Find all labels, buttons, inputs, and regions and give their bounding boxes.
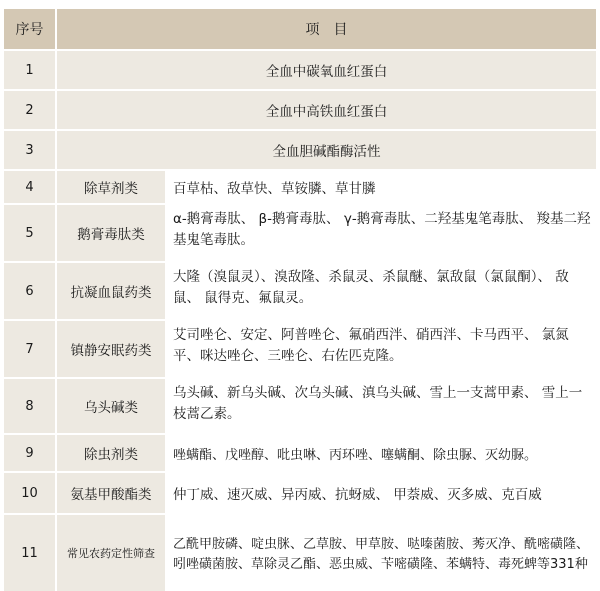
row-category: 镇静安眠药类 xyxy=(57,321,165,377)
row-category: 氨基甲酸酯类 xyxy=(57,473,165,513)
table-row xyxy=(4,473,596,513)
row-category: 乌头碱类 xyxy=(57,379,165,433)
row-category: 除虫剂类 xyxy=(57,435,165,471)
header-item: 项 目 xyxy=(57,9,596,49)
row-no: 9 xyxy=(4,435,55,471)
header-no: 序号 xyxy=(4,9,55,49)
row-no: 10 xyxy=(4,473,55,513)
row-category: 除草剂类 xyxy=(57,171,165,203)
table-row xyxy=(4,131,596,169)
row-no: 8 xyxy=(4,379,55,433)
table-row xyxy=(4,91,596,129)
row-no: 5 xyxy=(4,205,55,261)
row-item: 全血中碳氧血红蛋白 xyxy=(57,51,596,89)
table-row xyxy=(4,379,596,433)
table-header xyxy=(4,9,596,49)
row-no: 7 xyxy=(4,321,55,377)
row-category: 常见农药定性筛查 xyxy=(57,515,165,591)
table-row xyxy=(4,435,596,471)
row-detail: 大隆（溴鼠灵）、溴敌隆、杀鼠灵、杀鼠醚、氯敌鼠（氯鼠酮）、 敌鼠、 鼠得克、氟鼠灵。 xyxy=(167,263,596,319)
row-no: 6 xyxy=(4,263,55,319)
row-detail: 唑螨酯、戊唑醇、吡虫啉、丙环唑、噻螨酮、除虫脲、灭幼脲。 xyxy=(167,435,596,471)
row-detail: 乙酰甲胺磷、啶虫脒、乙草胺、甲草胺、哒嗪菌胺、莠灭净、酰嘧磺隆、吲唑磺菌胺、草除灵乙酯、恶虫威、苄嘧磺隆、苯螨特、毒死蜱等331种 xyxy=(167,515,596,591)
row-no: 4 xyxy=(4,171,55,203)
table-row xyxy=(4,321,596,377)
row-item: 全血胆碱酯酶活性 xyxy=(57,131,596,169)
row-no: 3 xyxy=(4,131,55,169)
table-row xyxy=(4,515,596,591)
table-row xyxy=(4,263,596,319)
row-detail: α-鹅膏毒肽、 β-鹅膏毒肽、 γ-鹅膏毒肽、二羟基鬼笔毒肽、 羧基二羟基鬼笔毒肽。 xyxy=(167,205,596,261)
row-detail: 仲丁威、速灭威、异丙威、抗蚜威、 甲萘威、灭多威、克百威 xyxy=(167,473,596,513)
row-detail: 乌头碱、新乌头碱、次乌头碱、滇乌头碱、雪上一支蒿甲素、 雪上一枝蒿乙素。 xyxy=(167,379,596,433)
row-no: 1 xyxy=(4,51,55,89)
row-item: 全血中高铁血红蛋白 xyxy=(57,91,596,129)
row-detail: 百草枯、敌草快、草铵膦、草甘膦 xyxy=(167,171,596,203)
table-row xyxy=(4,171,596,203)
row-category: 抗凝血鼠药类 xyxy=(57,263,165,319)
row-detail: 艾司唑仑、安定、阿普唑仑、氟硝西泮、硝西泮、卡马西平、 氯氮平、咪达唑仑、三唑仑、右佐匹克隆。 xyxy=(167,321,596,377)
table-row xyxy=(4,51,596,89)
table-row xyxy=(4,205,596,261)
row-no: 2 xyxy=(4,91,55,129)
row-category: 鹅膏毒肽类 xyxy=(57,205,165,261)
row-no: 11 xyxy=(4,515,55,591)
